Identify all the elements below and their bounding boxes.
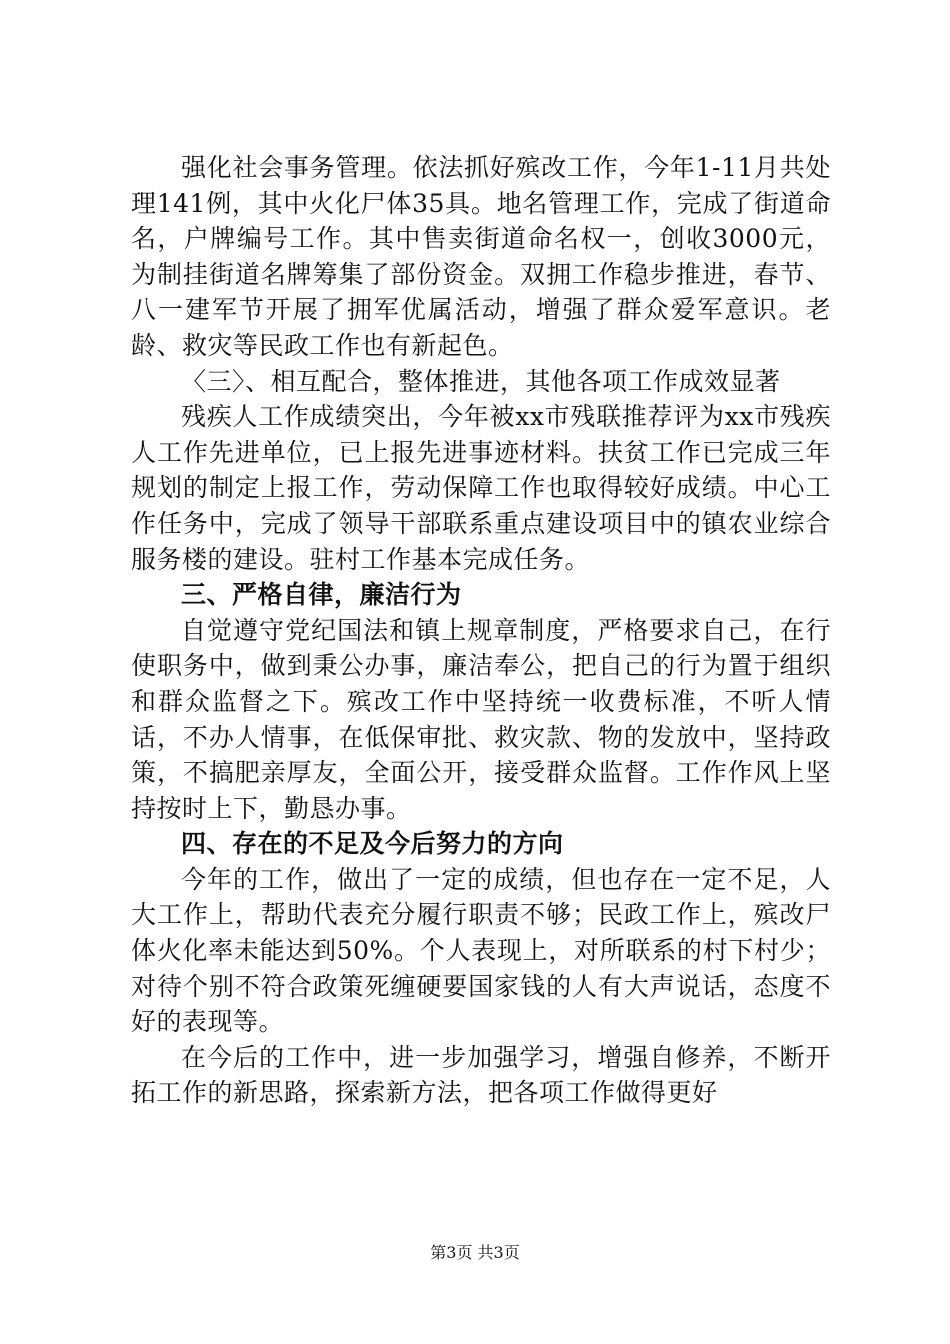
document-body <box>131 150 831 1111</box>
paragraph-shortcomings-details: 今年的工作，做出了一定的成绩，但也存在一定不足，人大工作上，帮助代表充分履行职责不够；民政工作上，殡改尸体火化率未能达到50%。个人表现上，对所联系的村下村少；对待个别不符合政策死缠硬要国家钱的人有大声说话，态度不好的表现等。 <box>131 864 831 1037</box>
paragraph-future-work: 在今后的工作中，进一步加强学习，增强自修养，不断开拓工作的新思路，探索新方法，把各项工作做得更好 <box>131 1042 831 1108</box>
paragraph-disability-work: 残疾人工作成绩突出，今年被xx市残联推荐评为xx市残疾人工作先进单位，已上报先进事迹材料。扶贫工作已完成三年规划的制定上报工作，劳动保障工作也取得较好成绩。中心工作任务中，完成了领导干部联系重点建设项目中的镇农业综合服务楼的建设。驻村工作基本完成任务。 <box>131 402 831 574</box>
paragraph-social-affairs: 强化社会事务管理。依法抓好殡改工作，今年1-11月共处理141例，其中火化尸体35具。地名管理工作，完成了街道命名，户牌编号工作。其中售卖街道命名权一，创收3000元，为制挂街道名牌筹集了部份资金。双拥工作稳步推进，春节、八一建军节开展了拥军优属活动，增强了群众爱军意识。老龄、救灾等民政工作也有新起色。 <box>131 153 831 360</box>
paragraph-discipline-details: 自觉遵守党纪国法和镇上规章制度，严格要求自己，在行使职务中，做到秉公办事，廉洁奉公，把自己的行为置于组织和群众监督之下。殡改工作中坚持统一收费标准，不听人情话，不办人情事，在低保审批、救灾款、物的发放中，坚持政策，不搞肥亲厚友，全面公开，接受群众监督。工作作风上坚持按时上下，勤恳办事。 <box>131 615 831 823</box>
heading-shortcomings: 四、存在的不足及今后努力的方向 <box>181 829 564 859</box>
heading-self-discipline: 三、严格自律，廉洁行为 <box>181 580 462 610</box>
page-number-footer: 第3页 共3页 <box>430 1243 520 1262</box>
subheading-cooperation: 〈三〉、相互配合，整体推进，其他各项工作成效显著 <box>181 366 781 396</box>
